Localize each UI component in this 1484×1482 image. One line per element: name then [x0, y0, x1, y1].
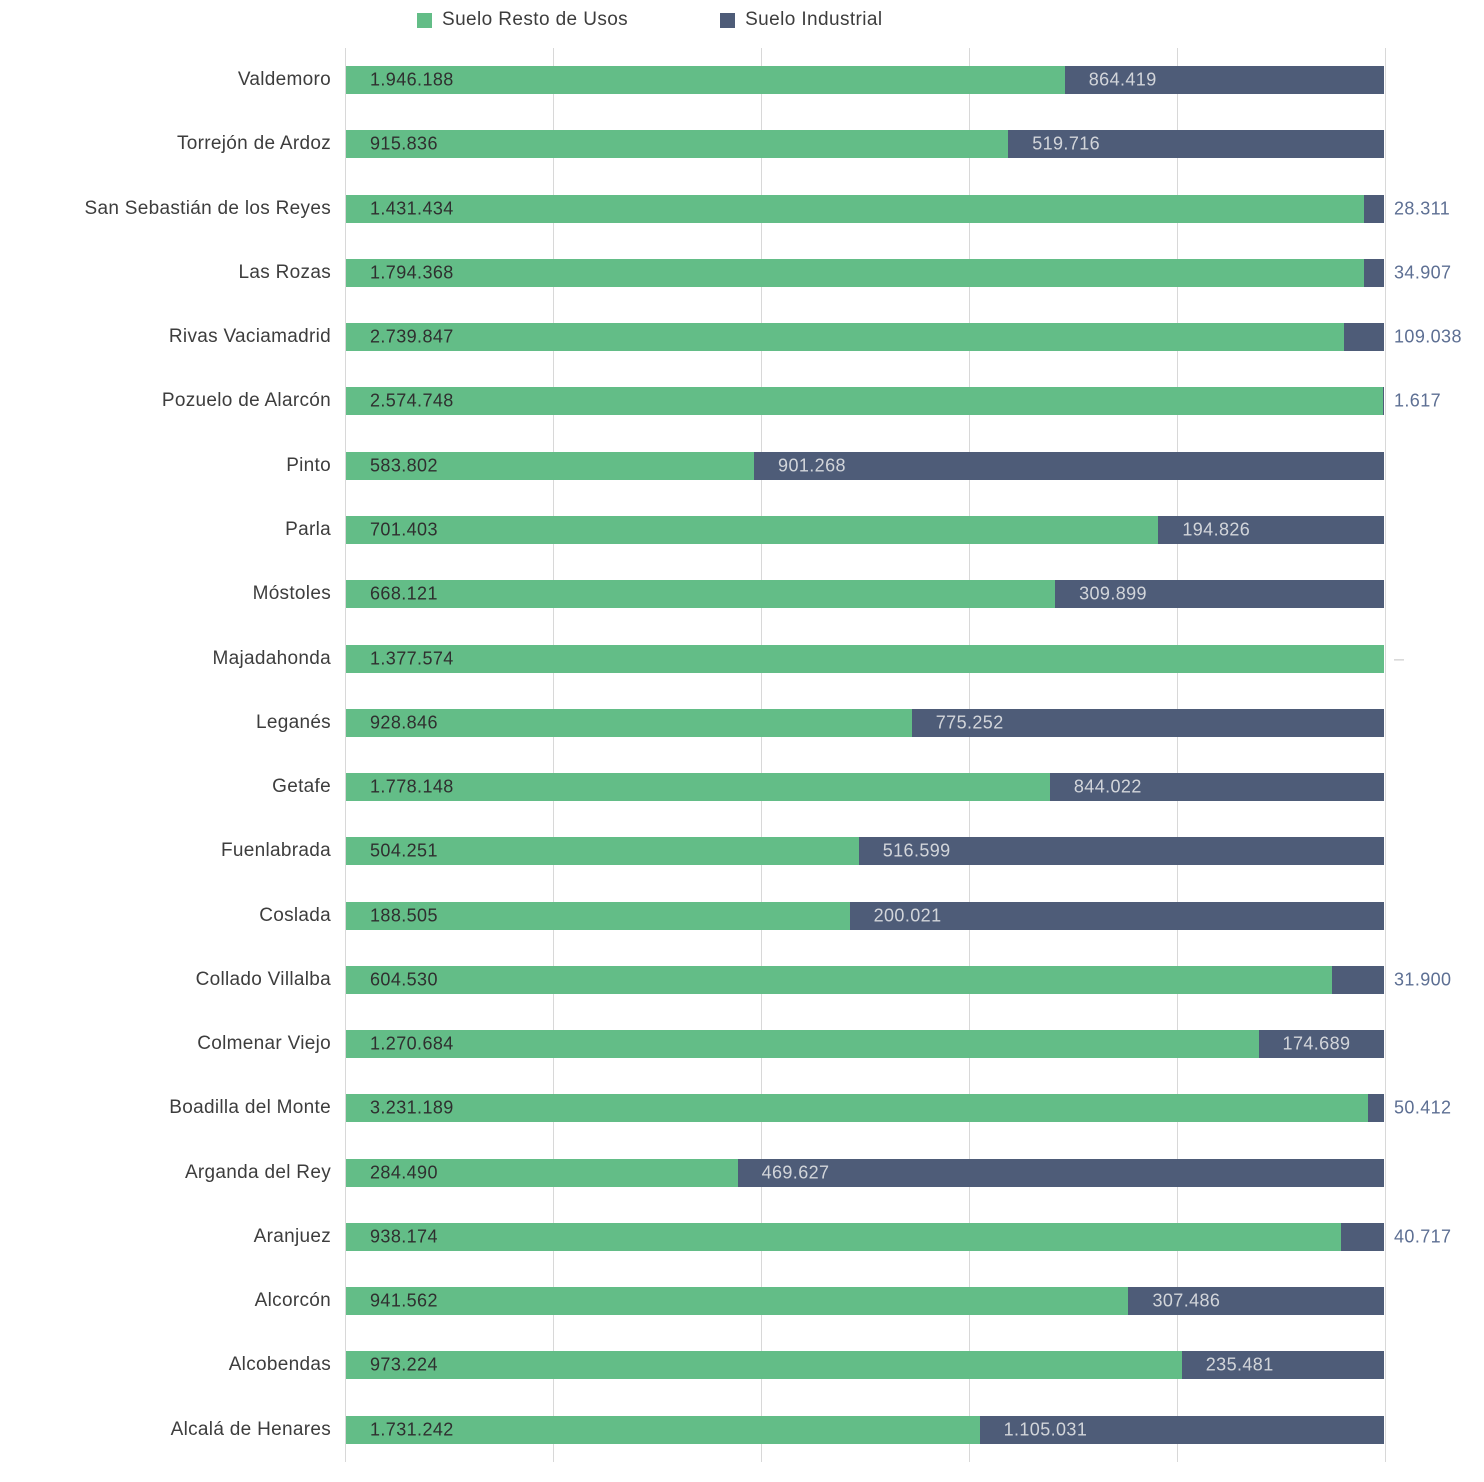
bar-segment-industrial — [1259, 1030, 1384, 1058]
bar-row — [0, 691, 1484, 755]
bar-segment-industrial — [1182, 1351, 1384, 1379]
bar-segment-resto — [346, 1416, 980, 1444]
category-label: Las Rozas — [238, 261, 331, 283]
bar-segment-resto — [346, 1223, 1341, 1251]
category-label: Pinto — [286, 454, 331, 476]
bar-segment-industrial — [1050, 773, 1384, 801]
value-label-industrial: 864.419 — [1088, 69, 1157, 90]
bar-segment-resto — [346, 837, 859, 865]
stacked-bar — [346, 387, 1384, 415]
stacked-bar — [346, 1030, 1384, 1058]
value-label-resto: 973.224 — [370, 1354, 438, 1375]
stacked-bar — [346, 1223, 1384, 1251]
bar-row — [0, 883, 1484, 947]
plot-area — [0, 48, 1484, 1462]
bar-row — [0, 819, 1484, 883]
bar-row — [0, 626, 1484, 690]
value-label-resto: 941.562 — [370, 1290, 438, 1311]
bar-segment-resto — [346, 1351, 1182, 1379]
bar-segment-resto — [346, 645, 1384, 673]
value-label-resto: 915.836 — [370, 133, 438, 154]
bar-segment-resto — [346, 130, 1008, 158]
value-label-resto: 1.731.242 — [370, 1419, 454, 1440]
legend-label-resto: Suelo Resto de Usos — [442, 9, 629, 30]
bar-row — [0, 1141, 1484, 1205]
category-label: Leganés — [255, 711, 331, 733]
bar-segment-industrial — [859, 837, 1384, 865]
bar-segment-industrial — [1341, 1223, 1384, 1251]
value-label-resto: 604.530 — [370, 969, 438, 990]
bar-segment-industrial — [1128, 1287, 1384, 1315]
bar-segment-industrial — [1368, 1094, 1384, 1122]
bar-segment-resto — [346, 323, 1344, 351]
stacked-bar — [346, 837, 1384, 865]
bar-segment-resto — [346, 580, 1055, 608]
bar-segment-industrial — [850, 902, 1384, 930]
bar-row — [0, 755, 1484, 819]
category-label: Coslada — [259, 904, 331, 926]
stacked-bar — [346, 645, 1384, 673]
value-label-resto: 3.231.189 — [370, 1097, 454, 1118]
stacked-bar — [346, 773, 1384, 801]
value-label-industrial-outside: 31.900 — [1394, 969, 1452, 990]
value-label-resto: 1.778.148 — [370, 776, 454, 797]
category-label: Rivas Vaciamadrid — [168, 326, 331, 348]
bar-row — [0, 498, 1484, 562]
bar-segment-resto — [346, 516, 1158, 544]
value-label-industrial: 901.268 — [778, 455, 846, 476]
stacked-bar — [346, 966, 1384, 994]
category-label: Móstoles — [252, 583, 331, 605]
bar-row — [0, 177, 1484, 241]
bar-segment-industrial — [1158, 516, 1384, 544]
bar-row — [0, 369, 1484, 433]
category-label: Fuenlabrada — [221, 840, 331, 862]
value-label-industrial-outside: – — [1394, 648, 1405, 669]
value-label-industrial: 174.689 — [1282, 1033, 1351, 1054]
category-label: Alcorcón — [254, 1290, 331, 1312]
bar-row — [0, 1333, 1484, 1397]
bar-segment-resto — [346, 966, 1332, 994]
legend-item-resto — [417, 9, 628, 31]
bar-segment-industrial — [1344, 323, 1384, 351]
category-label: Torrejón de Ardoz — [176, 133, 331, 155]
bar-segment-resto — [346, 1094, 1368, 1122]
value-label-industrial: 307.486 — [1152, 1290, 1221, 1311]
bar-segment-industrial — [1383, 387, 1384, 415]
category-label: Majadahonda — [212, 647, 331, 669]
bar-row — [0, 434, 1484, 498]
category-label: San Sebastián de los Reyes — [84, 197, 331, 219]
value-label-resto: 1.946.188 — [370, 69, 454, 90]
bar-segment-industrial — [1364, 259, 1384, 287]
bar-segment-resto — [346, 195, 1364, 223]
bar-segment-resto — [346, 709, 912, 737]
bar-segment-industrial — [1364, 195, 1384, 223]
bar-row — [0, 241, 1484, 305]
bar-segment-industrial — [754, 452, 1384, 480]
bar-segment-resto — [346, 1159, 738, 1187]
value-label-resto: 668.121 — [370, 583, 438, 604]
bar-segment-resto — [346, 387, 1383, 415]
value-label-resto: 504.251 — [370, 840, 438, 861]
legend-swatch-resto-icon — [417, 13, 432, 28]
category-label: Pozuelo de Alarcón — [161, 390, 331, 412]
stacked-bar — [346, 516, 1384, 544]
value-label-industrial: 1.105.031 — [1003, 1419, 1088, 1440]
stacked-bar — [346, 452, 1384, 480]
bar-segment-industrial — [1008, 130, 1384, 158]
category-label: Boadilla del Monte — [169, 1097, 331, 1119]
bar-segment-resto — [346, 902, 850, 930]
value-label-resto: 583.802 — [370, 455, 438, 476]
value-label-industrial-outside: 34.907 — [1394, 262, 1452, 283]
category-label: Valdemoro — [237, 69, 331, 91]
value-label-industrial: 844.022 — [1073, 776, 1142, 797]
value-label-resto: 1.794.368 — [370, 262, 454, 283]
bar-row — [0, 1012, 1484, 1076]
category-label: Aranjuez — [253, 1225, 331, 1247]
category-label: Alcalá de Henares — [170, 1418, 331, 1440]
value-label-industrial-outside: 40.717 — [1394, 1226, 1452, 1247]
stacked-bar — [346, 1416, 1384, 1444]
category-label: Colmenar Viejo — [197, 1033, 331, 1055]
legend-swatch-industrial-icon — [720, 13, 735, 28]
value-label-resto: 2.739.847 — [370, 326, 454, 347]
value-label-resto: 2.574.748 — [370, 390, 454, 411]
value-label-industrial: 775.252 — [935, 712, 1004, 733]
value-label-industrial: 469.627 — [761, 1162, 830, 1183]
value-label-resto: 938.174 — [370, 1226, 438, 1247]
bar-row — [0, 112, 1484, 176]
bar-segment-industrial — [1332, 966, 1384, 994]
bar-segment-resto — [346, 259, 1364, 287]
stacked-bar — [346, 1287, 1384, 1315]
category-label: Parla — [285, 518, 331, 540]
value-label-resto: 1.377.574 — [370, 648, 454, 669]
value-label-resto: 928.846 — [370, 712, 438, 733]
value-label-resto: 284.490 — [370, 1162, 438, 1183]
category-label: Alcobendas — [228, 1354, 331, 1376]
value-label-industrial-outside: 50.412 — [1394, 1097, 1452, 1118]
stacked-bar — [346, 259, 1384, 287]
stacked-bar — [346, 323, 1384, 351]
value-label-industrial: 200.021 — [873, 905, 942, 926]
bar-segment-resto — [346, 1287, 1128, 1315]
legend-label-industrial: Suelo Industrial — [745, 9, 883, 30]
bar-rows — [0, 48, 1484, 1462]
value-label-industrial: 516.599 — [882, 840, 951, 861]
stacked-bar — [346, 709, 1384, 737]
bar-row — [0, 1398, 1484, 1462]
legend — [417, 6, 882, 34]
stacked-bar — [346, 1351, 1384, 1379]
bar-segment-resto — [346, 773, 1050, 801]
category-label: Arganda del Rey — [184, 1161, 331, 1183]
bar-segment-resto — [346, 66, 1065, 94]
bar-segment-resto — [346, 1030, 1259, 1058]
bar-segment-industrial — [912, 709, 1384, 737]
stacked-bar — [346, 580, 1384, 608]
value-label-resto: 1.431.434 — [370, 198, 454, 219]
bar-row — [0, 305, 1484, 369]
legend-item-industrial — [720, 9, 882, 31]
bar-segment-resto — [346, 452, 754, 480]
value-label-industrial-outside: 109.038 — [1394, 326, 1462, 347]
value-label-resto: 1.270.684 — [370, 1033, 454, 1054]
value-label-industrial: 194.826 — [1182, 519, 1251, 540]
bar-row — [0, 562, 1484, 626]
bar-row — [0, 1269, 1484, 1333]
value-label-industrial-outside: 1.617 — [1394, 390, 1442, 411]
category-label: Collado Villalba — [195, 968, 331, 990]
value-label-resto: 701.403 — [370, 519, 438, 540]
value-label-industrial: 519.716 — [1032, 133, 1101, 154]
stacked-bar — [346, 1094, 1384, 1122]
stacked-bar — [346, 1159, 1384, 1187]
category-label: Getafe — [272, 776, 331, 798]
bar-row — [0, 48, 1484, 112]
stacked-bar — [346, 130, 1384, 158]
bar-row — [0, 948, 1484, 1012]
bar-segment-industrial — [980, 1416, 1384, 1444]
value-label-industrial-outside: 28.311 — [1394, 198, 1451, 219]
bar-row — [0, 1076, 1484, 1140]
bar-segment-industrial — [1065, 66, 1384, 94]
value-label-resto: 188.505 — [370, 905, 438, 926]
bar-segment-industrial — [1055, 580, 1384, 608]
bar-segment-industrial — [738, 1159, 1384, 1187]
bar-row — [0, 1205, 1484, 1269]
stacked-bar — [346, 66, 1384, 94]
stacked-bar — [346, 195, 1384, 223]
value-label-industrial: 309.899 — [1079, 583, 1147, 604]
value-label-industrial: 235.481 — [1205, 1354, 1274, 1375]
stacked-bar — [346, 902, 1384, 930]
